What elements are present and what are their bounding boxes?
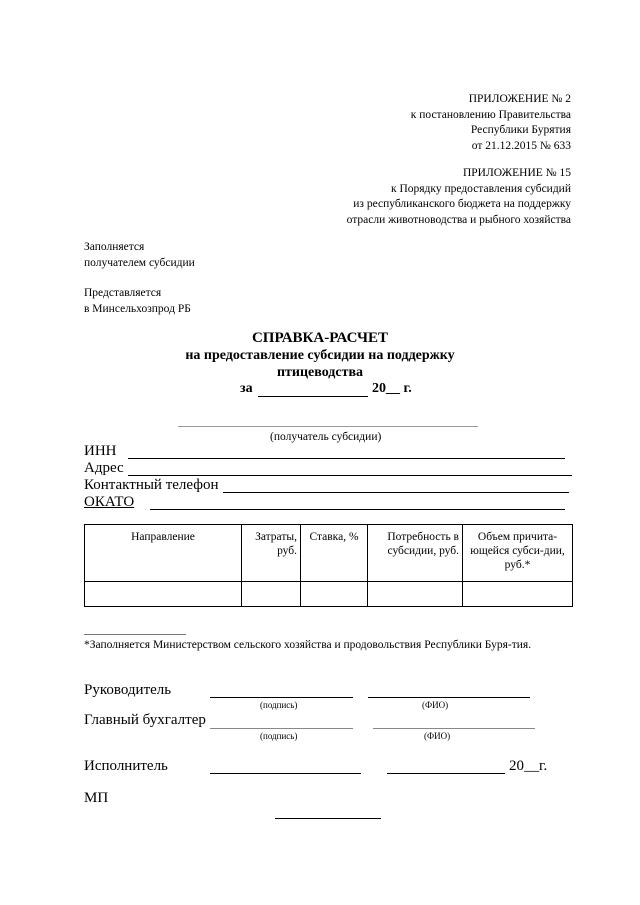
recipient-blank[interactable] (178, 426, 478, 427)
attachment-1-line-1: ПРИЛОЖЕНИЕ № 2 (468, 93, 571, 105)
attachment-2-line-3: из республиканского бюджета на поддержку (353, 198, 571, 210)
recipient-caption: (получатель субсидии) (270, 431, 382, 443)
executor-date-line[interactable] (387, 773, 505, 774)
okato-label: ОКАТО (84, 494, 135, 510)
footnote: *Заполняется Министерством сельского хозяйства и продовольствия Республики Буря-тия. (84, 639, 532, 651)
filled-by-line-1: Заполняется (84, 241, 145, 253)
period-prefix: за (240, 381, 253, 396)
accountant-signature-caption: (подпись) (260, 731, 298, 741)
table-row (85, 582, 573, 607)
table-cell-costs[interactable] (242, 582, 301, 607)
table-cell-rate[interactable] (301, 582, 368, 607)
address-field[interactable] (128, 475, 572, 476)
director-signature-caption: (подпись) (260, 700, 298, 710)
attachment-header-1 (411, 92, 571, 154)
executor-date-year: 20__г. (509, 758, 548, 774)
attachment-2-line-1: ПРИЛОЖЕНИЕ № 15 (462, 167, 571, 179)
accountant-name-caption: (ФИО) (424, 731, 451, 741)
director-name-line[interactable] (368, 697, 530, 698)
document-title: СПРАВКА-РАСЧЕТ (251, 330, 389, 346)
okato-field[interactable] (150, 509, 565, 510)
stamp-label: МП (84, 790, 109, 806)
table-header-costs: Затраты, руб. (242, 525, 301, 582)
accountant-name-line[interactable] (373, 728, 535, 729)
director-signature-line[interactable] (210, 697, 353, 698)
table-header-need: Потребность в субсидии, руб. (368, 525, 463, 582)
attachment-2-line-2: к Порядку предоставления субсидий (391, 182, 571, 195)
submitted-to-line-2: в Минсельхозпрод РБ (84, 302, 191, 315)
attachment-1-line-2: к постановлению Правительства (410, 108, 571, 121)
submitted-to-note (84, 286, 191, 317)
period-blank[interactable] (258, 396, 368, 397)
subsidy-table (84, 524, 573, 607)
document-subtitle-1: на предоставление субсидии на поддержку (185, 348, 455, 363)
table-cell-due-amount[interactable] (463, 582, 573, 607)
executor-signature-line[interactable] (210, 773, 361, 774)
phone-label: Контактный телефон (84, 477, 219, 493)
chief-accountant-label: Главный бухгалтер (84, 712, 206, 728)
director-label: Руководитель (84, 682, 172, 698)
inn-label: ИНН (84, 443, 117, 459)
director-name-caption: (ФИО) (422, 700, 449, 710)
table-header-due-amount: Объем причита-ющейся субси-дии, руб.* (463, 525, 573, 582)
executor-label: Исполнитель (84, 758, 168, 774)
filled-by-note (84, 240, 195, 271)
table-cell-need[interactable] (368, 582, 463, 607)
attachment-1-line-4: от 21.12.2015 № 633 (471, 139, 571, 152)
phone-field[interactable] (223, 492, 569, 493)
stamp-line[interactable] (275, 818, 381, 819)
attachment-header-2 (347, 166, 571, 228)
submitted-to-line-1: Представляется (84, 287, 162, 299)
table-header-direction: Направление (85, 525, 242, 582)
attachment-1-line-3: Республики Бурятия (470, 124, 571, 136)
attachment-2-line-4: отрасли животноводства и рыбного хозяйства (346, 213, 571, 226)
table-header-rate: Ставка, % (301, 525, 368, 582)
inn-field[interactable] (128, 458, 565, 459)
table-header-row (85, 525, 573, 582)
document-subtitle-2: птицеводства (276, 365, 364, 380)
period-year: 20__ г. (372, 381, 412, 396)
address-label: Адрес (84, 460, 124, 476)
filled-by-line-2: получателем субсидии (84, 256, 195, 269)
accountant-signature-line[interactable] (210, 728, 353, 729)
table-cell-direction[interactable] (85, 582, 242, 607)
footnote-divider (84, 634, 186, 635)
